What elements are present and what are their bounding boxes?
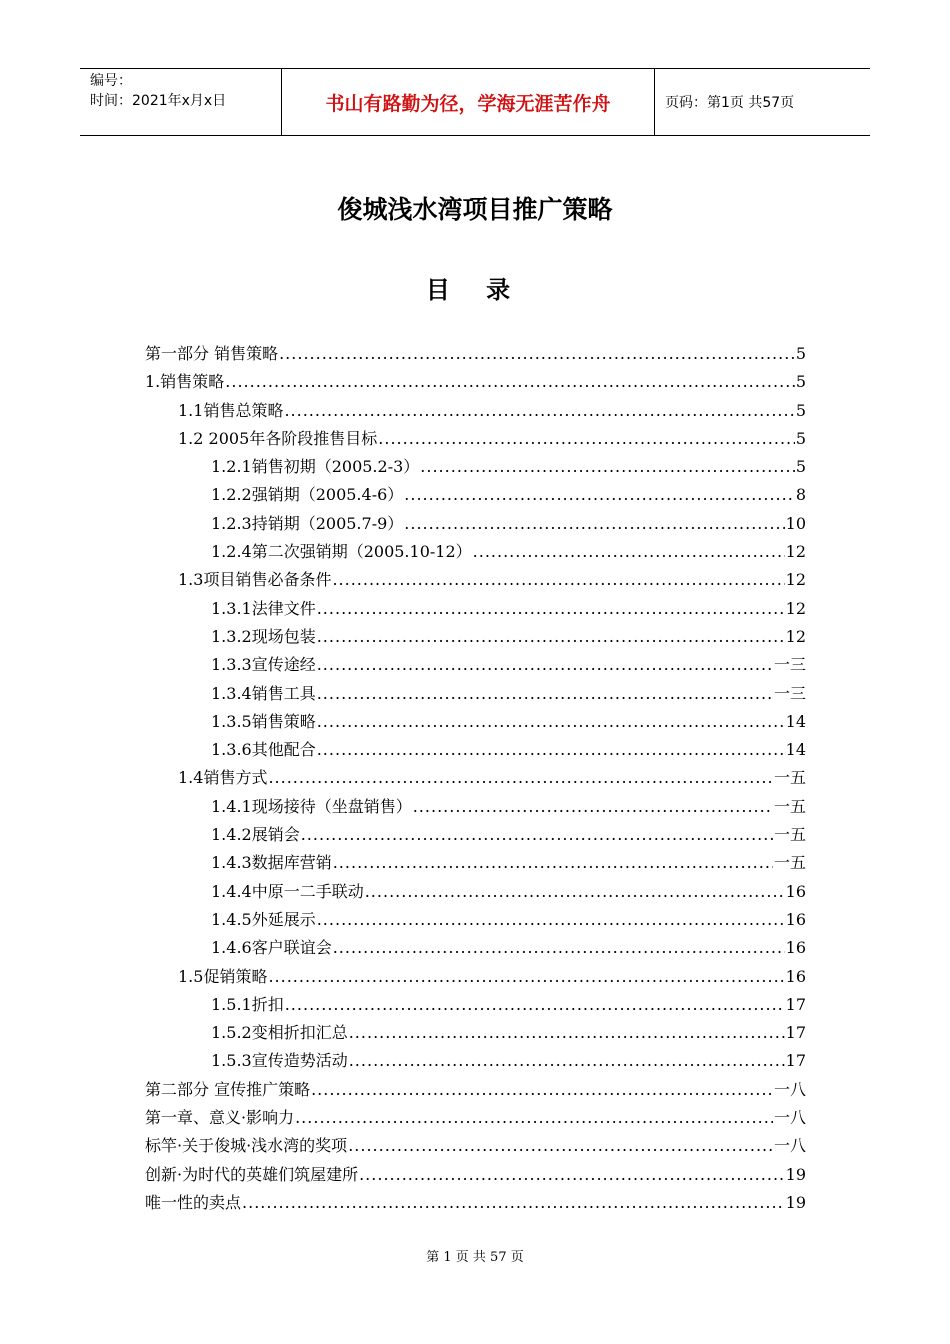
toc-entry[interactable] [145, 1104, 806, 1132]
toc-entry[interactable] [145, 595, 806, 623]
toc-entry-page: 5 [795, 344, 806, 363]
toc-leader-dots [317, 736, 785, 764]
toc-entry-label: 1.5.2变相折扣汇总 [211, 1023, 348, 1043]
toc-entry-page: 12 [785, 542, 806, 562]
toc-entry[interactable] [145, 1161, 806, 1189]
toc-entry-label: 1.5.3宣传造势活动 [211, 1051, 348, 1071]
toc-entry-label: 1.3.2现场包装 [211, 626, 316, 646]
toc-heading: 目 录 [425, 276, 525, 304]
toc-leader-dots [317, 680, 773, 708]
toc-entry-label: 1.1销售总策略 [178, 400, 284, 420]
toc-leader-dots [359, 1161, 785, 1189]
toc-entry-label: 1.5促销策略 [178, 966, 268, 986]
toc-entry-label: 1.3项目销售必备条件 [178, 570, 332, 590]
toc-entry-page: 5 [795, 372, 806, 392]
toc-entry[interactable] [145, 906, 806, 934]
toc-entry[interactable] [145, 821, 806, 849]
toc-entry-label: 1.3.6其他配合 [211, 740, 316, 760]
toc-leader-dots [317, 906, 785, 934]
toc-entry-label: 1.4.1现场接待（坐盘销售） [211, 796, 412, 816]
toc-entry-label: 1.4.2展销会 [211, 825, 300, 845]
toc-entry-page: 14 [785, 711, 806, 731]
document-title: 俊城浅水湾项目推广策略 [337, 195, 613, 224]
toc-leader-dots [333, 849, 773, 877]
toc-leader-dots [317, 708, 785, 736]
toc-entry-page: 一五 [773, 768, 806, 788]
toc-entry-page: 一三 [773, 683, 806, 703]
toc-entry[interactable] [145, 878, 806, 906]
toc-leader-dots [285, 991, 785, 1019]
toc-leader-dots [332, 566, 784, 594]
toc-entry-page: 12 [785, 626, 806, 646]
toc-entry-page: 一五 [773, 796, 806, 816]
toc-entry-page: 17 [785, 1023, 806, 1043]
toc-leader-dots [279, 340, 795, 368]
toc-entry[interactable] [145, 425, 806, 453]
toc-entry-page: 14 [785, 740, 806, 760]
toc-entry-label: 第一部分 销售策略 [145, 344, 279, 363]
toc-entry-page: 12 [785, 570, 806, 590]
toc-entry-page: 一八 [773, 1136, 806, 1156]
toc-leader-dots [317, 595, 785, 623]
toc-entry[interactable] [145, 651, 806, 679]
toc-leader-dots [348, 1132, 773, 1160]
toc-leader-dots [365, 878, 785, 906]
toc-leader-dots [378, 425, 795, 453]
toc-entry[interactable] [145, 510, 806, 538]
toc-entry[interactable] [145, 397, 806, 425]
toc-leader-dots [473, 538, 785, 566]
toc-entry-label: 标竿·关于俊城·浅水湾的奖项 [145, 1136, 348, 1156]
header-page-info: 页码：第1页 共57页 [665, 95, 795, 111]
toc-entry-page: 17 [785, 1051, 806, 1071]
toc-entry-label: 1.2.3持销期（2005.7-9） [211, 513, 404, 533]
header-motto: 书山有路勤为径，学海无涯苦作舟 [282, 69, 655, 135]
toc-entry-page: 一三 [773, 655, 806, 675]
toc-entry[interactable] [145, 736, 806, 764]
toc-entry-page: 一八 [773, 1079, 806, 1099]
toc-entry[interactable] [145, 991, 806, 1019]
toc-entry-label: 1.3.1法律文件 [211, 598, 316, 618]
toc-entry-page: 16 [785, 938, 806, 958]
toc-entry-page: 10 [785, 513, 806, 533]
toc-entry[interactable] [145, 368, 806, 396]
toc-entry-label: 1.5.1折扣 [211, 994, 284, 1014]
toc-leader-dots [317, 651, 773, 679]
toc-entry-label: 1.2.4第二次强销期（2005.10-12） [211, 542, 472, 562]
toc-entry[interactable] [145, 963, 806, 991]
toc-entry-label: 唯一性的卖点 [145, 1192, 242, 1212]
toc-entry-page: 16 [785, 909, 806, 929]
toc-entry-page: 17 [785, 994, 806, 1014]
toc-leader-dots [413, 793, 773, 821]
number-label: 编号： [90, 73, 132, 89]
header-meta [80, 69, 282, 135]
toc-entry-label: 1.4.5外延展示 [211, 909, 316, 929]
toc-entry-label: 1.2.2强销期（2005.4-6） [211, 485, 404, 505]
toc-entry[interactable] [145, 566, 806, 594]
toc-entry-label: 1.销售策略 [145, 372, 225, 392]
toc-entry[interactable] [145, 680, 806, 708]
toc-entry-label: 1.4销售方式 [178, 768, 268, 788]
toc-entry-label: 第一章、意义·影响力 [145, 1108, 295, 1128]
toc-entry-page: 一五 [773, 825, 806, 845]
toc-entry-label: 1.2.1销售初期（2005.2-3） [211, 457, 420, 477]
toc-entry-page: 16 [785, 881, 806, 901]
toc-entry[interactable] [145, 793, 806, 821]
toc-leader-dots [404, 510, 784, 538]
toc-entry-label: 1.3.3宣传途经 [211, 655, 316, 675]
toc-entry[interactable] [145, 1047, 806, 1075]
toc-entry-label: 创新·为时代的英雄们筑屋建所 [145, 1164, 359, 1184]
toc-leader-dots [404, 481, 795, 509]
toc-entry-label: 1.4.4中原一二手联动 [211, 881, 364, 901]
toc-leader-dots [349, 1019, 785, 1047]
toc-entry-page: 5 [795, 400, 806, 420]
toc-leader-dots [333, 934, 785, 962]
toc-entry-label: 1.4.3数据库营销 [211, 853, 332, 873]
toc-entry-label: 1.3.4销售工具 [211, 683, 316, 703]
table-of-contents [145, 340, 806, 1217]
toc-leader-dots [301, 821, 773, 849]
toc-entry-label: 第二部分 宣传推广策略 [145, 1079, 311, 1099]
toc-leader-dots [311, 1076, 773, 1104]
toc-entry[interactable] [145, 481, 806, 509]
toc-leader-dots [284, 397, 794, 425]
toc-entry-page: 19 [785, 1164, 806, 1184]
toc-entry-page: 16 [785, 966, 806, 986]
toc-leader-dots [242, 1189, 785, 1217]
toc-entry[interactable] [145, 453, 806, 481]
toc-leader-dots [317, 623, 785, 651]
toc-entry-page: 5 [795, 428, 806, 448]
toc-entry-page: 12 [785, 598, 806, 618]
toc-entry[interactable] [145, 538, 806, 566]
page-header [80, 68, 870, 136]
toc-entry-page: 一八 [773, 1108, 806, 1128]
toc-entry[interactable] [145, 623, 806, 651]
toc-entry[interactable] [145, 1019, 806, 1047]
toc-entry-page: 一五 [773, 853, 806, 873]
toc-leader-dots [268, 764, 773, 792]
toc-entry-page: 8 [795, 485, 806, 505]
toc-entry-page: 5 [795, 457, 806, 477]
toc-leader-dots [225, 368, 795, 396]
toc-entry-page: 19 [785, 1192, 806, 1212]
toc-leader-dots [268, 963, 784, 991]
toc-entry[interactable] [145, 1132, 806, 1160]
toc-leader-dots [349, 1047, 785, 1075]
toc-entry[interactable] [145, 1189, 806, 1217]
toc-entry-label: 1.3.5销售策略 [211, 711, 316, 731]
toc-entry[interactable] [145, 1076, 806, 1104]
toc-entry[interactable] [145, 764, 806, 792]
toc-entry[interactable] [145, 708, 806, 736]
toc-entry-label: 1.4.6客户联谊会 [211, 938, 332, 958]
toc-entry[interactable] [145, 340, 806, 368]
time-label: 时间：2021年x月x日 [90, 93, 227, 109]
toc-entry[interactable] [145, 849, 806, 877]
toc-leader-dots [420, 453, 795, 481]
toc-entry-label: 1.2 2005年各阶段推售目标 [178, 428, 378, 448]
toc-entry[interactable] [145, 934, 806, 962]
page-footer: 第 1 页 共 57 页 [426, 1250, 524, 1265]
toc-leader-dots [295, 1104, 773, 1132]
